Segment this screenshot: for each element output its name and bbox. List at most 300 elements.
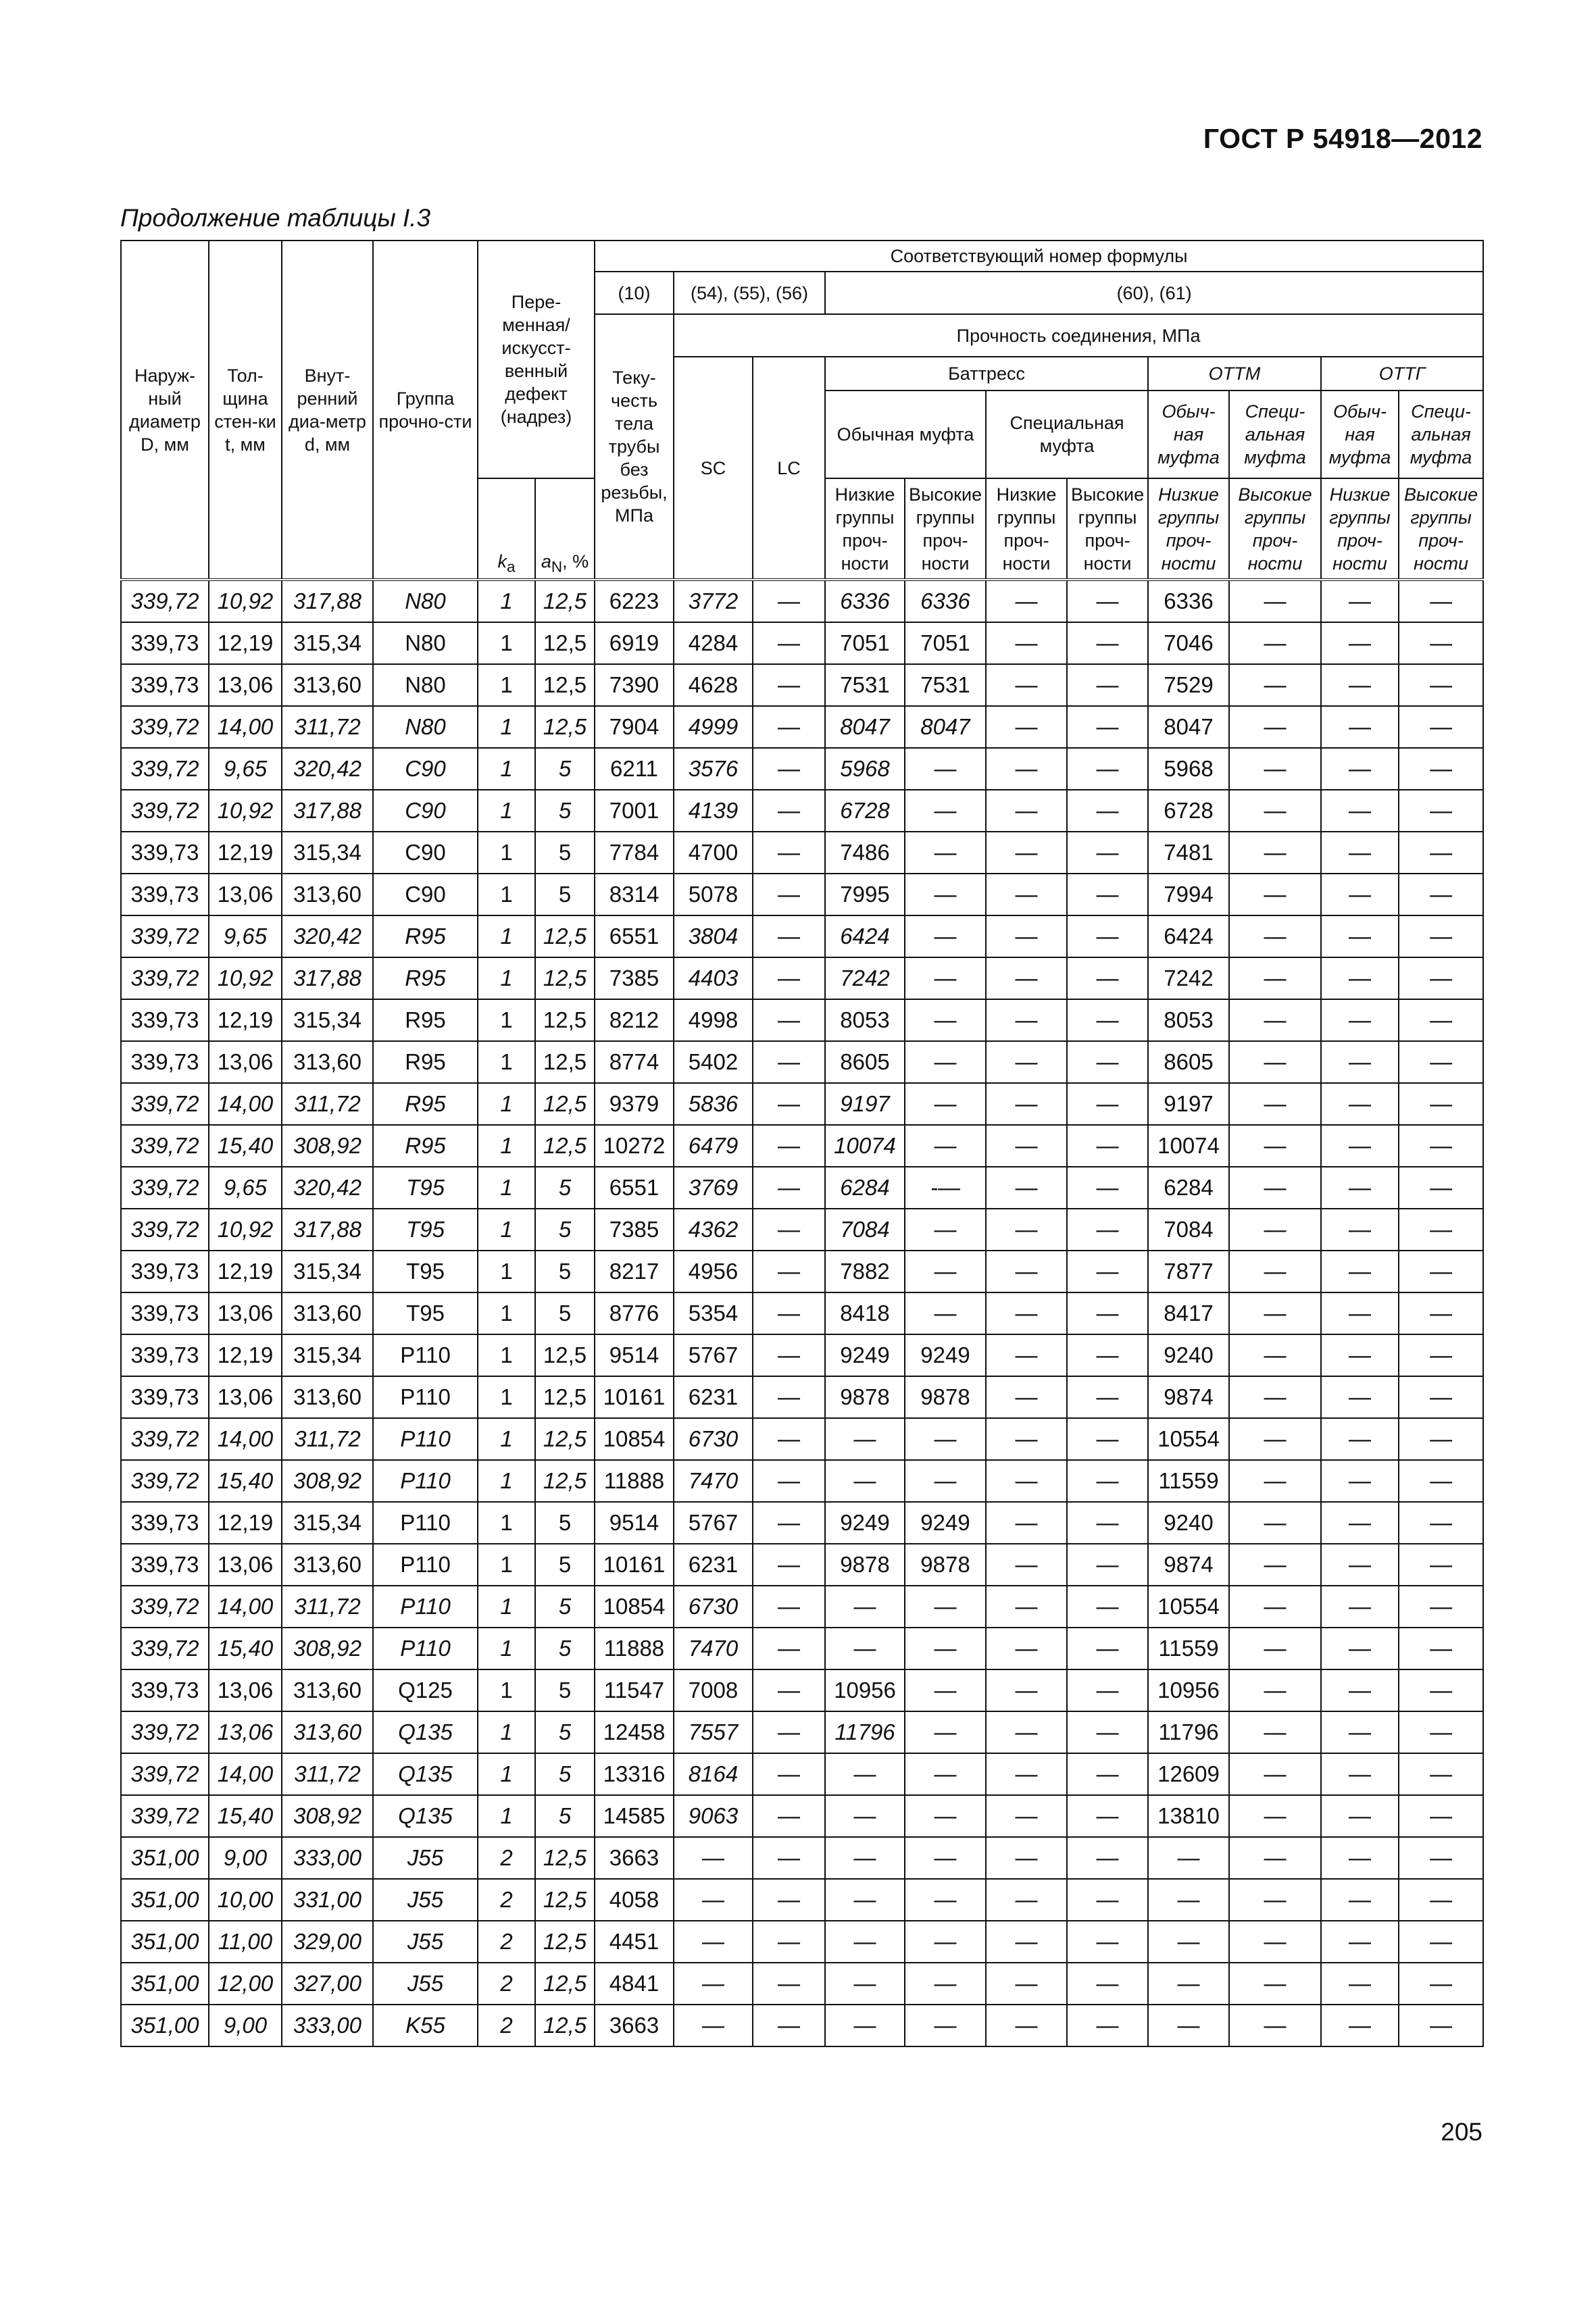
table-cell: 1 (478, 790, 535, 832)
table-row (121, 1669, 1483, 1711)
table-row (121, 915, 1483, 957)
table-cell: — (986, 622, 1067, 664)
table-cell: R95 (373, 915, 478, 957)
table-cell: — (986, 1292, 1067, 1334)
table-cell: 7529 (1148, 664, 1229, 706)
table-cell: 339,73 (121, 622, 209, 664)
table-cell: 5 (535, 790, 595, 832)
table-cell: 1 (478, 874, 535, 915)
table-row (121, 1209, 1483, 1251)
table-cell: 9240 (1148, 1334, 1229, 1376)
table-cell: — (1067, 1586, 1148, 1628)
table-cell: — (1229, 1586, 1321, 1628)
table-cell: — (1229, 748, 1321, 790)
table-cell: — (905, 1209, 986, 1251)
table-cell: — (1229, 1209, 1321, 1251)
table-cell: 5767 (674, 1334, 753, 1376)
table-cell: — (986, 1418, 1067, 1460)
table-cell: 315,34 (282, 1251, 373, 1292)
table-cell: 12,5 (535, 1125, 595, 1167)
table-cell: — (1229, 622, 1321, 664)
table-cell: 9063 (674, 1795, 753, 1837)
table-cell: 3576 (674, 748, 753, 790)
table-cell: — (1321, 664, 1399, 706)
col-header-an: $a_N$, % (535, 478, 595, 580)
table-cell: — (1321, 622, 1399, 664)
table-cell: 4999 (674, 706, 753, 748)
table-cell: — (1229, 957, 1321, 999)
table-cell: — (986, 1837, 1067, 1879)
table-cell: 4058 (595, 1879, 674, 1921)
table-cell: — (1148, 1921, 1229, 1963)
table-cell: 12,19 (209, 1334, 282, 1376)
table-cell: — (1067, 874, 1148, 915)
table-cell: — (905, 1669, 986, 1711)
table-cell: 308,92 (282, 1628, 373, 1669)
table-cell: — (986, 999, 1067, 1041)
table-cell: 6231 (674, 1376, 753, 1418)
table-cell: 6479 (674, 1125, 753, 1167)
table-row (121, 999, 1483, 1041)
table-cell: 1 (478, 580, 535, 622)
table-cell: — (1399, 1711, 1483, 1753)
table-cell: 1 (478, 1125, 535, 1167)
table-cell: 3663 (595, 2005, 674, 2046)
table-cell: — (1399, 1251, 1483, 1292)
table-cell: — (1229, 664, 1321, 706)
table-cell: 6730 (674, 1586, 753, 1628)
table-cell: Q135 (373, 1711, 478, 1753)
table-cell: 351,00 (121, 1921, 209, 1963)
table-cell: 10554 (1148, 1586, 1229, 1628)
table-cell: 1 (478, 1628, 535, 1669)
table-cell: 7486 (825, 832, 905, 874)
table-cell: 12,5 (535, 1376, 595, 1418)
table-cell: — (825, 1921, 905, 1963)
table-cell: 1 (478, 1209, 535, 1251)
table-cell: — (825, 1879, 905, 1921)
table-cell: 308,92 (282, 1460, 373, 1502)
table-cell: 7051 (905, 622, 986, 664)
table-cell: 1 (478, 1586, 535, 1628)
table-cell: — (1399, 1209, 1483, 1251)
table-cell: 15,40 (209, 1628, 282, 1669)
table-cell: — (986, 1921, 1067, 1963)
table-cell: 7557 (674, 1711, 753, 1753)
table-cell: — (753, 622, 825, 664)
table-cell: — (1321, 1544, 1399, 1586)
table-cell: 7904 (595, 706, 674, 748)
table-cell: — (753, 1376, 825, 1418)
table-cell: 10161 (595, 1376, 674, 1418)
table-cell: 7531 (825, 664, 905, 706)
table-cell: 10161 (595, 1544, 674, 1586)
table-cell: 5 (535, 1502, 595, 1544)
table-cell: 9514 (595, 1334, 674, 1376)
table-cell: — (1067, 748, 1148, 790)
table-cell: J55 (373, 1921, 478, 1963)
table-cell: — (753, 1628, 825, 1669)
table-cell: — (753, 999, 825, 1041)
table-cell: — (753, 580, 825, 622)
col-header-yield-strength: Теку-честь тела трубы без резьбы, МПа (595, 314, 674, 580)
table-cell: 8053 (1148, 999, 1229, 1041)
table-cell: — (986, 1083, 1067, 1125)
table-cell: 14585 (595, 1795, 674, 1837)
table-cell: — (1229, 1292, 1321, 1334)
table-cell: 5078 (674, 874, 753, 915)
table-cell: 3663 (595, 1837, 674, 1879)
table-cell: — (753, 1083, 825, 1125)
table-cell: 7470 (674, 1628, 753, 1669)
table-cell: — (1148, 1963, 1229, 2005)
table-cell: — (753, 1795, 825, 1837)
table-cell: 4403 (674, 957, 753, 999)
col-header-formula-10: (10) (595, 272, 674, 314)
table-cell: 13,06 (209, 1669, 282, 1711)
table-cell: — (1067, 1921, 1148, 1963)
table-cell: 9379 (595, 1083, 674, 1125)
table-cell: 10956 (1148, 1669, 1229, 1711)
table-cell: 10272 (595, 1125, 674, 1167)
table-cell: 2 (478, 1879, 535, 1921)
table-cell: 13316 (595, 1753, 674, 1795)
table-cell: 339,73 (121, 664, 209, 706)
table-cell: 12,5 (535, 1879, 595, 1921)
table-cell: — (825, 1753, 905, 1795)
table-cell: — (905, 1460, 986, 1502)
table-cell: 12,5 (535, 999, 595, 1041)
table-cell: 351,00 (121, 2005, 209, 2046)
table-cell: — (1321, 580, 1399, 622)
table-cell: — (1067, 1376, 1148, 1418)
table-cell: 4451 (595, 1921, 674, 1963)
table-cell: 9,00 (209, 1837, 282, 1879)
table-cell: 10074 (1148, 1125, 1229, 1167)
table-cell: 13810 (1148, 1795, 1229, 1837)
table-cell: 339,73 (121, 1376, 209, 1418)
table-cell: 12,5 (535, 915, 595, 957)
table-cell: — (1148, 2005, 1229, 2046)
table-cell: — (1067, 790, 1148, 832)
col-header-ottg-special: Специ-альная муфта (1399, 391, 1483, 478)
table-cell: 5402 (674, 1041, 753, 1083)
table-cell: K55 (373, 2005, 478, 2046)
table-cell: — (1067, 1628, 1148, 1669)
table-cell: — (1229, 1544, 1321, 1586)
table-cell: 5767 (674, 1502, 753, 1544)
table-cell: 5 (535, 1544, 595, 1586)
table-cell: — (986, 1586, 1067, 1628)
table-cell: 7242 (825, 957, 905, 999)
table-cell: — (753, 2005, 825, 2046)
table-cell: 9197 (1148, 1083, 1229, 1125)
table-cell: 8217 (595, 1251, 674, 1292)
table-cell: — (905, 1292, 986, 1334)
table-cell: 9,65 (209, 1167, 282, 1209)
table-cell: 13,06 (209, 1041, 282, 1083)
col-header-buttress-regular-low: Низкие группы проч-ности (825, 478, 905, 580)
table-cell: 12,5 (535, 957, 595, 999)
table-cell: 7994 (1148, 874, 1229, 915)
table-caption: Продолжение таблицы I.3 (120, 204, 431, 232)
table-cell: — (1321, 1376, 1399, 1418)
table-cell: — (1399, 999, 1483, 1041)
table-cell: 12,19 (209, 622, 282, 664)
table-cell: — (1321, 1460, 1399, 1502)
table-cell: — (1321, 874, 1399, 915)
table-cell: 9249 (825, 1502, 905, 1544)
table-cell: — (986, 915, 1067, 957)
table-cell: 9249 (825, 1334, 905, 1376)
table-cell: — (1321, 1669, 1399, 1711)
table-row (121, 1795, 1483, 1837)
table-cell: — (1067, 622, 1148, 664)
table-cell: — (1399, 915, 1483, 957)
table-cell: — (1321, 1921, 1399, 1963)
table-cell: — (1321, 1795, 1399, 1837)
table-cell: 339,73 (121, 874, 209, 915)
table-cell: 311,72 (282, 1753, 373, 1795)
table-cell: — (1229, 1041, 1321, 1083)
table-cell: 313,60 (282, 1376, 373, 1418)
table-cell: — (986, 664, 1067, 706)
table-cell: 315,34 (282, 1334, 373, 1376)
table-cell: 9240 (1148, 1502, 1229, 1544)
col-header-ottm-low: Низкие группы проч-ности (1148, 478, 1229, 580)
table-cell: — (1229, 1125, 1321, 1167)
table-cell: 7385 (595, 957, 674, 999)
table-cell: 11,00 (209, 1921, 282, 1963)
col-header-defect: Пере-менная/ искусст-венный дефект (надрез) (478, 241, 595, 478)
table-cell: 8605 (825, 1041, 905, 1083)
table-cell: — (1229, 1837, 1321, 1879)
table-cell: 1 (478, 1795, 535, 1837)
table-cell: — (986, 1376, 1067, 1418)
table-row (121, 1125, 1483, 1167)
table-row (121, 2005, 1483, 2046)
table-cell: 339,72 (121, 748, 209, 790)
table-cell: 339,72 (121, 790, 209, 832)
table-cell: — (753, 1669, 825, 1711)
table-cell: — (986, 706, 1067, 748)
col-header-formula-54-56: (54), (55), (56) (674, 272, 825, 314)
table-cell: 12,5 (535, 1083, 595, 1125)
table-cell: 317,88 (282, 957, 373, 999)
table-cell: — (1067, 1251, 1148, 1292)
table-cell: 7046 (1148, 622, 1229, 664)
table-cell: 339,72 (121, 1753, 209, 1795)
table-cell: — (1067, 1795, 1148, 1837)
table-cell: 6336 (1148, 580, 1229, 622)
table-cell: 14,00 (209, 1083, 282, 1125)
table-cell: 1 (478, 1502, 535, 1544)
table-cell: — (1321, 1167, 1399, 1209)
table-cell: — (986, 1334, 1067, 1376)
table-cell: C90 (373, 874, 478, 915)
table-cell: — (1067, 664, 1148, 706)
table-cell: 1 (478, 1041, 535, 1083)
table-cell: 8164 (674, 1753, 753, 1795)
table-cell: — (1229, 1460, 1321, 1502)
table-cell: — (1229, 1921, 1321, 1963)
table-cell: — (1229, 1251, 1321, 1292)
table-cell: 8047 (825, 706, 905, 748)
table-cell: — (1321, 1209, 1399, 1251)
table-cell: 12,19 (209, 999, 282, 1041)
col-header-sc: SC (674, 357, 753, 580)
table-cell: 1 (478, 1334, 535, 1376)
table-cell: 313,60 (282, 1711, 373, 1753)
table-row (121, 1753, 1483, 1795)
table-cell: 9197 (825, 1083, 905, 1125)
table-cell: 313,60 (282, 1041, 373, 1083)
table-cell: J55 (373, 1879, 478, 1921)
table-cell: — (1399, 1167, 1483, 1209)
table-cell: T95 (373, 1292, 478, 1334)
table-cell: — (986, 1795, 1067, 1837)
table-cell: — (753, 1711, 825, 1753)
col-header-ottm-high: Высокие группы проч-ности (1229, 478, 1321, 580)
col-header-joint-strength: Прочность соединения, МПа (674, 314, 1483, 357)
table-cell: — (1399, 622, 1483, 664)
table-cell: 10854 (595, 1418, 674, 1460)
table-cell: — (905, 1711, 986, 1753)
table-cell: 11559 (1148, 1460, 1229, 1502)
table-cell: 12,5 (535, 706, 595, 748)
table-cell: 10,92 (209, 1209, 282, 1251)
table-cell: 320,42 (282, 748, 373, 790)
table-cell: 339,73 (121, 1334, 209, 1376)
table-cell: 14,00 (209, 1418, 282, 1460)
table-cell: 1 (478, 748, 535, 790)
table-cell: 8047 (905, 706, 986, 748)
col-header-ottm-regular: Обыч-ная муфта (1148, 391, 1229, 478)
table-cell: — (1321, 1125, 1399, 1167)
table-cell: 339,73 (121, 1669, 209, 1711)
col-header-formula-60-61: (60), (61) (825, 272, 1483, 314)
table-cell: — (825, 1795, 905, 1837)
table-cell: T95 (373, 1167, 478, 1209)
table-row (121, 874, 1483, 915)
table-cell: 6231 (674, 1544, 753, 1586)
table-cell: 9,65 (209, 748, 282, 790)
table-cell: 339,72 (121, 1628, 209, 1669)
table-cell: 1 (478, 1460, 535, 1502)
table-cell: 5 (535, 1628, 595, 1669)
table-cell: — (753, 1586, 825, 1628)
table-cell: — (1067, 832, 1148, 874)
table-cell: — (753, 1041, 825, 1083)
table-row (121, 1251, 1483, 1292)
table-cell: C90 (373, 832, 478, 874)
table-cell: — (1321, 1963, 1399, 2005)
table-cell: — (1399, 2005, 1483, 2046)
table-cell: — (825, 1460, 905, 1502)
table-cell: — (1399, 1502, 1483, 1544)
table-cell: — (1399, 1879, 1483, 1921)
table-cell: 8417 (1148, 1292, 1229, 1334)
table-row (121, 1711, 1483, 1753)
table-cell: — (1321, 1502, 1399, 1544)
table-cell: 315,34 (282, 1502, 373, 1544)
table-cell: — (1229, 1879, 1321, 1921)
table-cell: — (1229, 1669, 1321, 1711)
table-cell: — (753, 790, 825, 832)
table-cell: — (1067, 1209, 1148, 1251)
col-header-ottg-high: Высокие группы проч-ности (1399, 478, 1483, 580)
table-cell: — (1399, 706, 1483, 748)
table-cell: — (905, 999, 986, 1041)
table-cell: — (905, 1251, 986, 1292)
table-cell: 12,5 (535, 580, 595, 622)
document-standard-number: ГОСТ Р 54918—2012 (1203, 123, 1482, 154)
table-cell: — (1067, 957, 1148, 999)
table-cell: 11796 (825, 1711, 905, 1753)
table-cell: — (1067, 999, 1148, 1041)
table-cell: — (905, 1795, 986, 1837)
table-cell: R95 (373, 957, 478, 999)
table-cell: — (905, 1879, 986, 1921)
table-cell: — (753, 1502, 825, 1544)
col-header-wall-thickness: Тол-щина стен-ки t, мм (209, 241, 282, 580)
table-row (121, 1963, 1483, 2005)
table-cell: 313,60 (282, 664, 373, 706)
table-cell: — (1067, 1711, 1148, 1753)
table-cell: 5 (535, 1586, 595, 1628)
table-cell: 14,00 (209, 706, 282, 748)
table-cell: — (1067, 1041, 1148, 1083)
table-cell: 339,72 (121, 1125, 209, 1167)
table-cell: — (753, 1921, 825, 1963)
table-row (121, 1628, 1483, 1669)
table-cell: — (1229, 1963, 1321, 2005)
table-cell: 7051 (825, 622, 905, 664)
table-cell: — (1229, 1376, 1321, 1418)
table-cell: — (1229, 1083, 1321, 1125)
table-cell: J55 (373, 1837, 478, 1879)
table-cell: — (825, 1628, 905, 1669)
table-cell: 10074 (825, 1125, 905, 1167)
table-cell: 11547 (595, 1669, 674, 1711)
table-cell: 7784 (595, 832, 674, 874)
table-cell: P110 (373, 1628, 478, 1669)
table-row (121, 706, 1483, 748)
table-cell: Q135 (373, 1795, 478, 1837)
table-cell: — (1399, 1586, 1483, 1628)
table-cell: 1 (478, 622, 535, 664)
table-cell: -— (905, 1167, 986, 1209)
table-cell: — (1321, 706, 1399, 748)
table-cell: 327,00 (282, 1963, 373, 2005)
table-cell: 4700 (674, 832, 753, 874)
table-cell: — (1399, 1628, 1483, 1669)
table-cell: — (674, 1879, 753, 1921)
table-cell: — (753, 1963, 825, 2005)
table-cell: 5836 (674, 1083, 753, 1125)
table-cell: 2 (478, 1963, 535, 2005)
table-cell: — (986, 1544, 1067, 1586)
table-cell: 1 (478, 664, 535, 706)
table-cell: 6284 (1148, 1167, 1229, 1209)
table-cell: 6424 (825, 915, 905, 957)
table-cell: 2 (478, 1837, 535, 1879)
table-row (121, 622, 1483, 664)
table-cell: — (1321, 1879, 1399, 1921)
table-cell: — (825, 2005, 905, 2046)
table-cell: T95 (373, 1251, 478, 1292)
table-cell: — (1321, 1292, 1399, 1334)
